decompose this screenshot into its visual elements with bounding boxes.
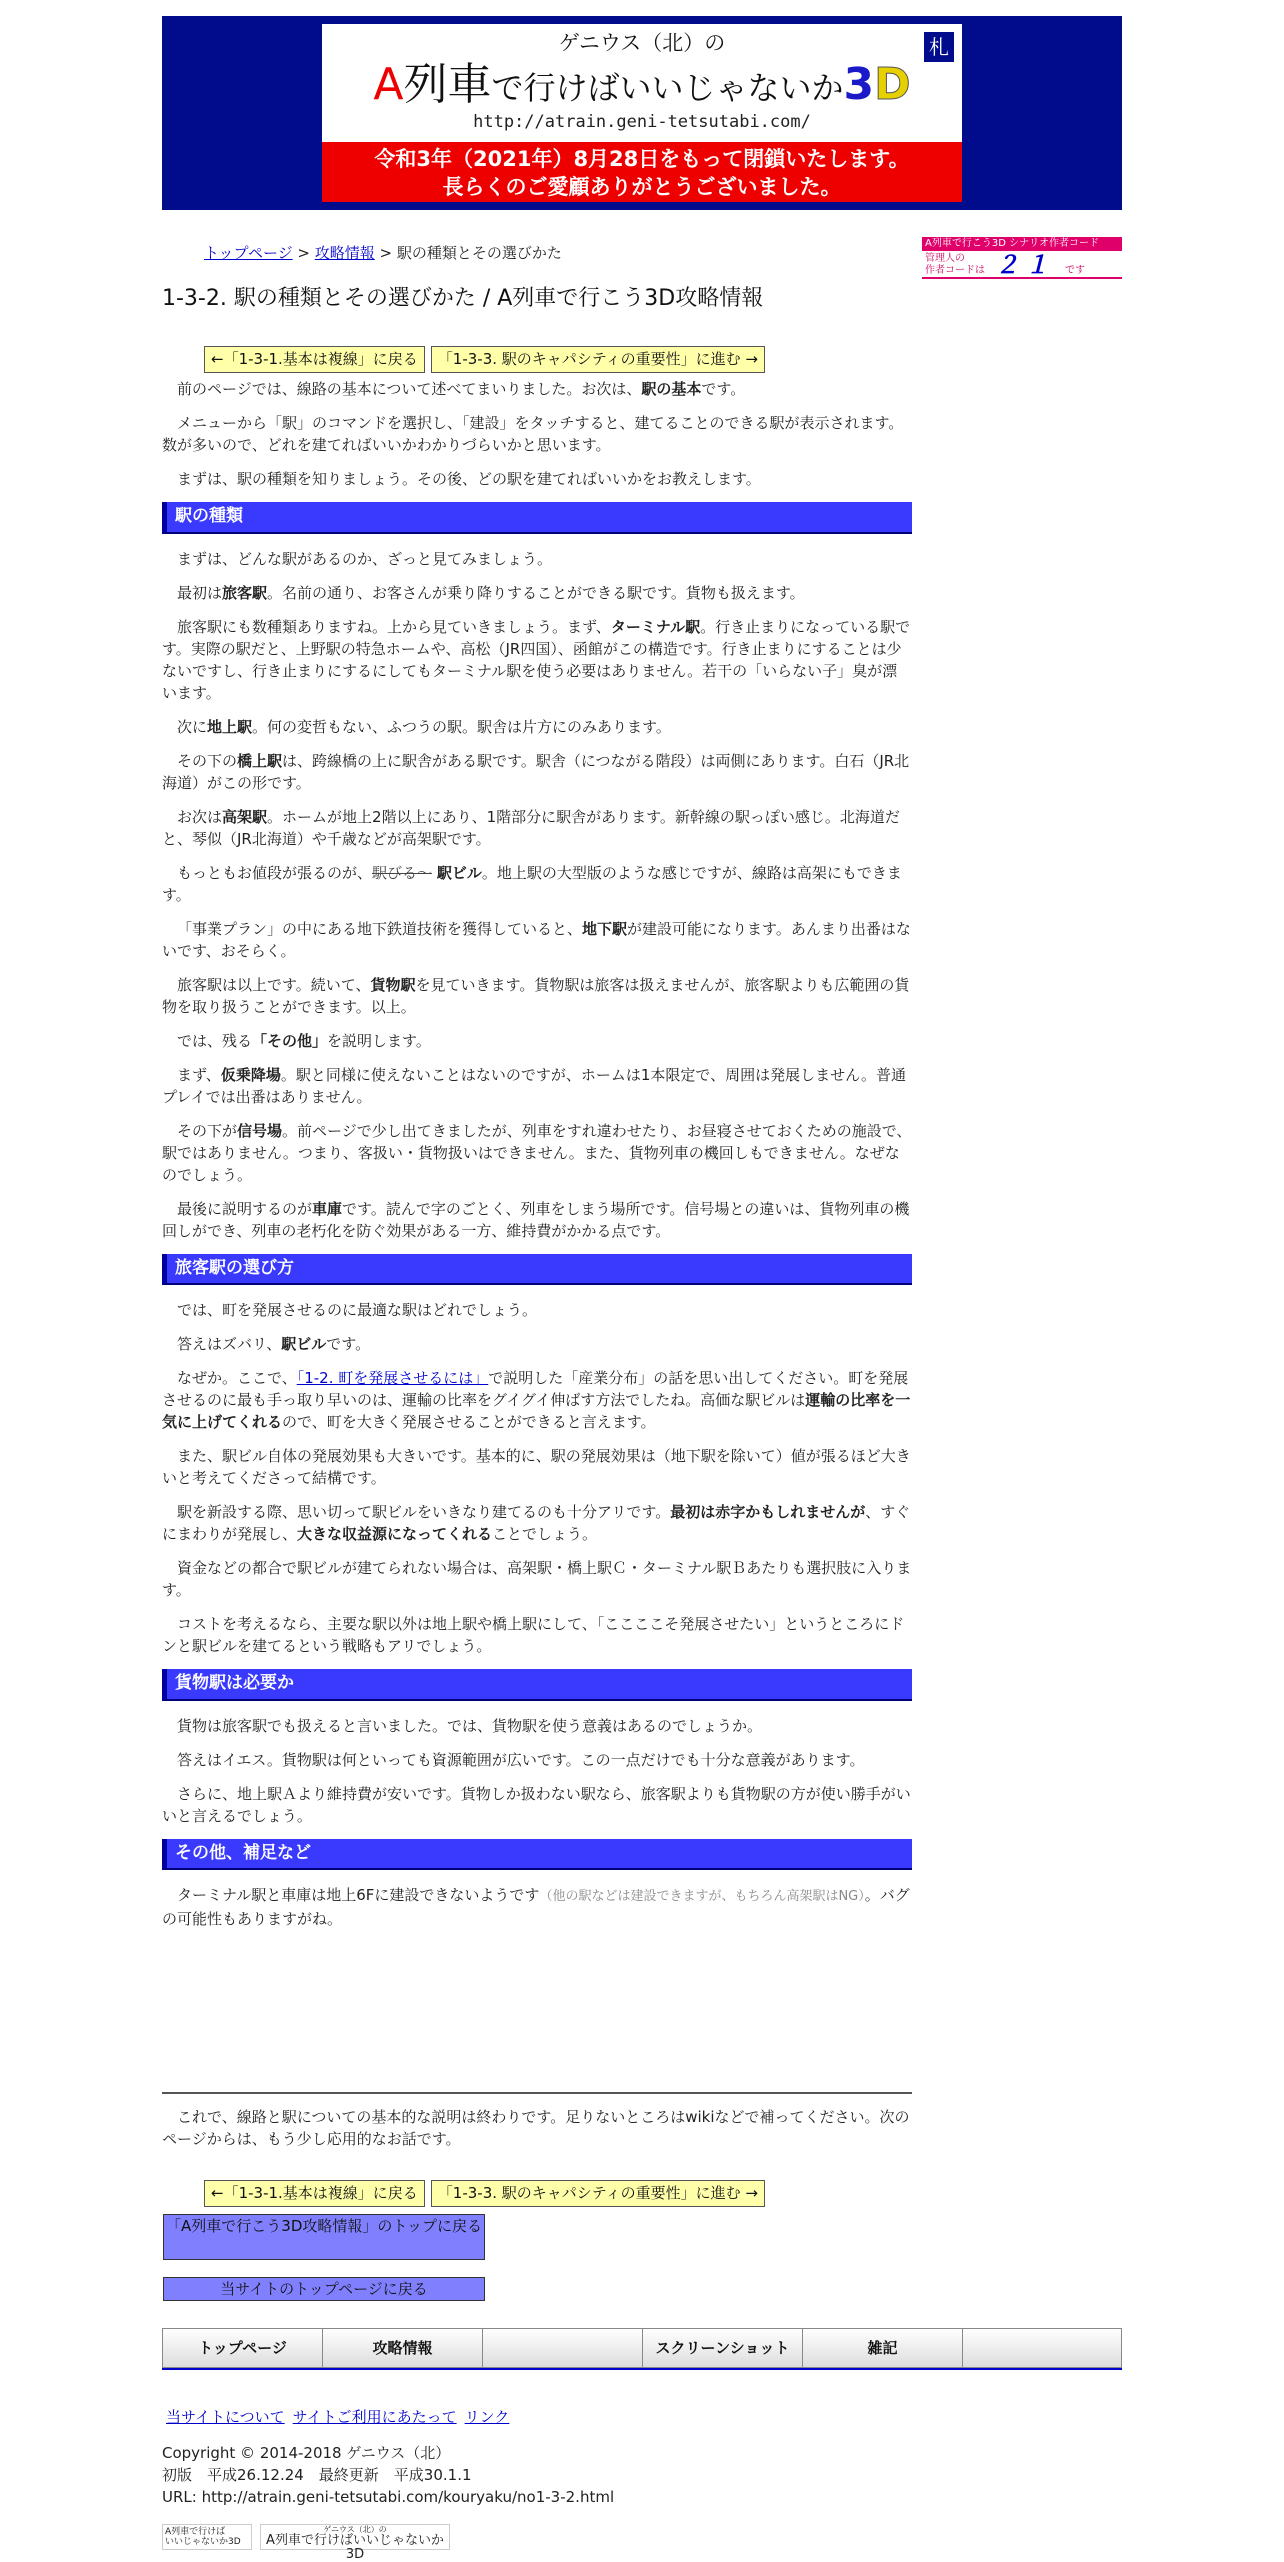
section-heading-misc: その他、補足など (162, 1839, 912, 1871)
navbar-item-guide[interactable]: 攻略情報 (322, 2328, 482, 2368)
paragraph: 駅を新設する際、思い切って駅ビルをいきなり建てるのも十分アリです。最初は赤字かもしれませんが、すぐにまわりが発展し、大きな収益源になってくれることでしょう。 (162, 1503, 911, 1543)
wide-banner[interactable]: ゲニウス（北）の A列車で行けばいいじゃないか3D (260, 2524, 450, 2550)
paragraph: 最後に説明するのが車庫です。読んで字のごとく、列車をしまう場所です。信号場との違いは、貨物列車の機回しができ、列車の老朽化を防ぐ効果がある一方、維持費がかかる点です。 (162, 1199, 910, 1240)
breadcrumb-top-link[interactable]: トップページ (204, 244, 293, 262)
prev-page-button[interactable]: ←「1-3-1.基本は複線」に戻る (204, 2180, 425, 2207)
paragraph: その下が信号場。前ページで少し出てきましたが、列車をすれ違わせたり、お昼寝させておくための施設で、駅ではありません。つまり、客扱い・貨物扱いはできません。また、貨物列車の機回しもできません。なぜなのでしょう。 (162, 1121, 912, 1184)
footer-link-terms[interactable]: サイトご利用にあたって (292, 2408, 457, 2426)
url-line: URL: http://atrain.geni-tetsutabi.com/kouryaku/no1-3-2.html (162, 2488, 615, 2506)
small-banner[interactable]: A列車で行けば いいじゃないか3D (162, 2524, 252, 2550)
author-code-value: ２１ (995, 251, 1055, 279)
paragraph: メニューから「駅」のコマンドを選択し、「建設」をタッチすると、建てることのできる駅が表示されます。数が多いので、どれを建てればいいかわかりづらいかと思います。 (162, 414, 904, 454)
sapporo-badge: 札 (924, 32, 954, 62)
site-navbar (162, 2328, 1122, 2370)
section-heading-station-types: 駅の種類 (162, 502, 912, 534)
paragraph: ターミナル駅と車庫は地上6Fに建設できないようです（他の駅などは建設できますが、もちろん高架駅はNG）。バグの可能性もありますがね。 (162, 1886, 910, 1928)
paragraph: まずは、どんな駅があるのか、ざっと見てみましょう。 (177, 549, 553, 568)
paragraph: 貨物は旅客駅でも扱えると言いました。では、貨物駅を使う意義はあるのでしょうか。 (177, 1716, 763, 1735)
paragraph: さらに、地上駅Ａより維持費が安いです。貨物しか扱わない駅なら、旅客駅よりも貨物駅の方が使い勝手がいいと言えるでしょう。 (162, 1784, 911, 1825)
article-body (162, 378, 912, 1942)
paragraph: まず、仮乗降場。駅と同様に使えないことはないのですが、ホームは1本限定で、周囲は発展しません。普通プレイでは出番はありません。 (162, 1065, 906, 1106)
navbar-item-empty (482, 2328, 642, 2368)
paragraph: 「事業プラン」の中にある地下鉄道技術を獲得していると、地下駅が建設可能になります。あんまり出番はないです、おそらく。 (162, 919, 911, 960)
breadcrumb-current: 駅の種類とその選びかた (396, 244, 562, 262)
paragraph: コストを考えるなら、主要な駅以外は地上駅や橋上駅にして、「ここここそ発展させたい」というところにドンと駅ビルを建てるという戦略もアリでしょう。 (162, 1615, 905, 1655)
paragraph: なぜか。ここで、「1-2. 町を発展させるには」で説明した「産業分布」の話を思い出してください。町を発展させるのに最も手っ取り早いのは、運輸の比率をグイグイ伸ばす方法でしたね。高価な駅ビルは運輸の比率を一気に上げてくれるので、町を大きく発展させることができると言えます。 (162, 1369, 911, 1431)
copyright-block (162, 2442, 614, 2508)
footer-link-about[interactable]: 当サイトについて (166, 2408, 285, 2426)
version-line: 初版 平成26.12.24 最終更新 平成30.1.1 (162, 2466, 472, 2484)
footer-link-links[interactable]: リンク (464, 2408, 510, 2426)
paragraph: まずは、駅の種類を知りましょう。その後、どの駅を建てればいいかをお教えします。 (177, 470, 761, 488)
paragraph: では、残る「その他」を説明します。 (177, 1031, 431, 1050)
paragraph: 旅客駅は以上です。続いて、貨物駅を見ていきます。貨物駅は旅客は扱えませんが、旅客駅よりも広範囲の貨物を取り扱うことができます。以上。 (162, 975, 910, 1016)
next-page-button[interactable]: 「1-3-3. 駅のキャパシティの重要性」に進む → (431, 346, 765, 373)
paragraph: 次に地上駅。何の変哲もない、ふつうの駅。駅舎は片方にのみあります。 (177, 717, 671, 736)
paragraph: では、町を発展させるのに最適な駅はどれでしょう。 (177, 1301, 538, 1319)
author-code-title: A列車で行こう3D シナリオ作者コード (922, 237, 1122, 251)
paragraph: また、駅ビル自体の発展効果も大きいです。基本的に、駅の発展効果は（地下駅を除いて）値が張るほど大きいと考えてくださって結構です。 (162, 1447, 911, 1487)
page-nav-bottom (204, 2180, 765, 2207)
navbar-item-empty (962, 2328, 1122, 2368)
closing-paragraph: これで、線路と駅についての基本的な説明は終わりです。足りないところはwikiなどで補ってください。次のページからは、もう少し応用的なお話です。 (162, 2108, 910, 2148)
breadcrumb: トップページ > 攻略情報 > 駅の種類とその選びかた (204, 244, 562, 262)
closure-notice: 令和3年（2021年）8月28日をもって閉鎖いたします。 長らくのご愛顧ありがとうございました。 (322, 142, 962, 202)
next-page-button[interactable]: 「1-3-3. 駅のキャパシティの重要性」に進む → (431, 2180, 765, 2207)
paragraph: 前のページでは、線路の基本について述べてまいりました。お次は、駅の基本です。 (177, 380, 746, 398)
paragraph: もっともお値段が張るのが、駅びる～ 駅ビル。地上駅の大型版のような感じですが、線路は高架にもできます。 (162, 863, 902, 904)
page-nav-top (204, 346, 765, 373)
navbar-item-top[interactable]: トップページ (162, 2328, 322, 2368)
divider (162, 2092, 912, 2094)
footer-links (166, 2406, 509, 2429)
author-code-label: 管理人の (925, 253, 965, 264)
logo-url: http://atrain.geni-tetsutabi.com/ (473, 112, 811, 133)
breadcrumb-guide-link[interactable]: 攻略情報 (314, 244, 375, 262)
section-heading-freight-station: 貨物駅は必要か (162, 1669, 912, 1701)
paragraph: お次は高架駅。ホームが地上2階以上にあり、1階部分に駅舎があります。新幹線の駅っぽい感じ。北海道だと、琴似（JR北海道）や千歳などが高架駅です。 (162, 807, 900, 848)
prev-page-button[interactable]: ←「1-3-1.基本は複線」に戻る (204, 346, 425, 373)
paragraph: 答えはズバリ、駅ビルです。 (177, 1335, 371, 1353)
author-code-box: A列車で行こう3D シナリオ作者コード 管理人の 作者コードは ２１ です (922, 237, 1122, 279)
guide-top-button[interactable]: 「A列車で行こう3D攻略情報」のトップに戻る (163, 2214, 485, 2260)
navbar-item-screenshots[interactable]: スクリーンショット (642, 2328, 802, 2368)
logo-title: A列車で行けばいいじゃないか3D (373, 58, 911, 110)
site-logo[interactable] (322, 24, 962, 202)
section-heading-passenger-station: 旅客駅の選び方 (162, 1254, 912, 1286)
link-town-development[interactable]: 「1-2. 町を発展させるには」 (296, 1369, 489, 1387)
site-header (162, 16, 1122, 210)
paragraph: 答えはイエス。貨物駅は何といっても資源範囲が広いです。この一点だけでも十分な意義があります。 (177, 1750, 865, 1769)
page-title: 1-3-2. 駅の種類とその選びかた / A列車で行こう3D攻略情報 (162, 286, 764, 311)
paragraph: 最初は旅客駅。名前の通り、お客さんが乗り降りすることができる駅です。貨物も扱えます。 (177, 583, 805, 602)
paragraph: 資金などの都合で駅ビルが建てられない場合は、高架駅・橋上駅Ｃ・ターミナル駅Ｂあたりも選択肢に入ります。 (162, 1559, 912, 1599)
logo-author: ゲニウス（北）の (558, 31, 726, 55)
paragraph: その下の橋上駅は、跨線橋の上に駅舎がある駅です。駅舎（につながる階段）は両側にあります。白石（JR北海道）がこの形です。 (162, 751, 910, 792)
banner-row (162, 2524, 450, 2562)
paragraph: 旅客駅にも数種類ありますね。上から見ていきましょう。まず、ターミナル駅。行き止まりになっている駅です。実際の駅だと、上野駅の特急ホームや、高松（JR四国）、函館がこの構造です。行き止まりにすることは少ないですし、行き止まりにするにしてもターミナル駅を使う必要はありません。若干の「いらない子」臭が漂います。 (162, 617, 911, 702)
navbar-item-blog[interactable]: 雑記 (802, 2328, 962, 2368)
copyright-line: Copyright © 2014-2018 ゲニウス（北） (162, 2444, 451, 2462)
site-top-button[interactable]: 当サイトのトップページに戻る (163, 2277, 485, 2301)
